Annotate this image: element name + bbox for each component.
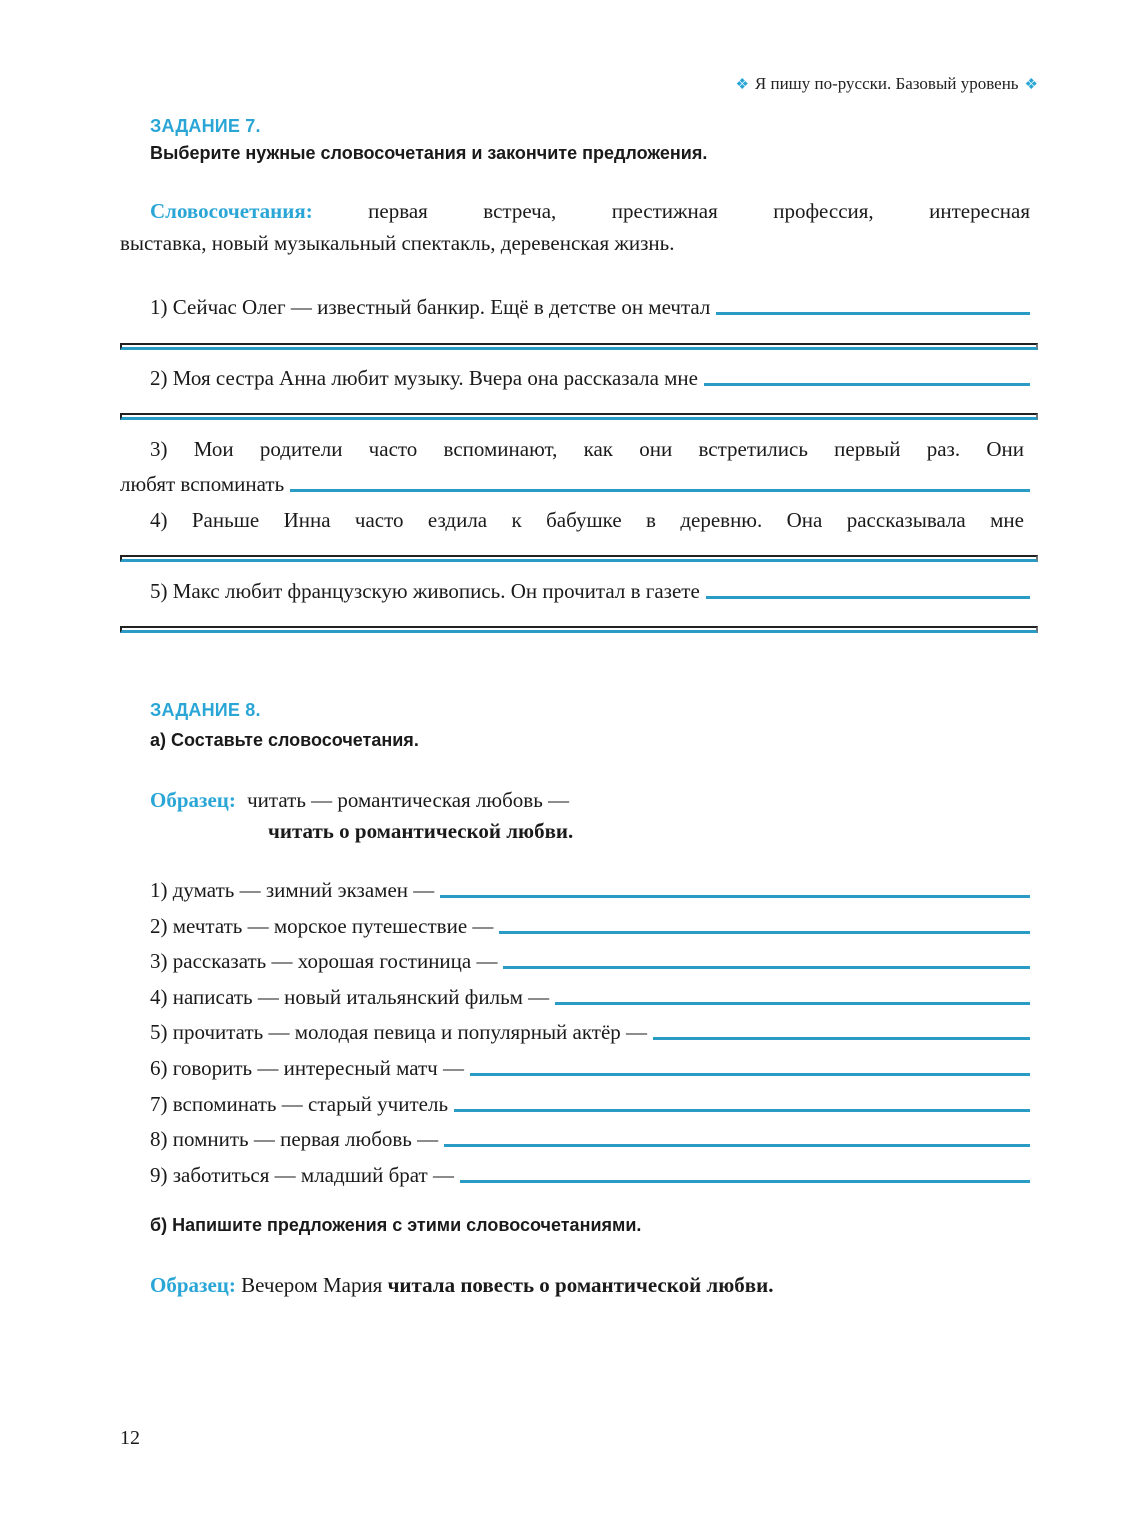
sample-label: Образец: (150, 1273, 236, 1297)
item-text: любят вспоминать (120, 472, 285, 496)
answer-line[interactable] (120, 555, 1038, 562)
item-text: 5) Макс любит французскую живопись. Он прочитал в газете (150, 579, 700, 603)
phrases-block (120, 195, 1030, 259)
item-text: 7) вспоминать — старый учитель (150, 1092, 449, 1116)
item-text: 2) мечтать — морское путешествие — (150, 914, 494, 938)
ornament-icon: ❖ (1024, 76, 1038, 93)
answer-blank[interactable] (706, 594, 1030, 599)
item-text: 9) заботиться — младший брат — (150, 1163, 454, 1187)
item-text: 1) Сейчас Олег — известный банкир. Ещё в детстве он мечтал (150, 295, 711, 319)
task-8-part-a-instruction: а) Составьте словосочетания. (150, 730, 419, 750)
task-7-item-4 (150, 503, 1030, 533)
sample-a-line-2: читать о романтической любви. (268, 819, 574, 843)
item-text: 6) говорить — интересный матч — (150, 1056, 464, 1080)
page-number: 12 (120, 1427, 140, 1449)
task-8-part-b-instruction: б) Напишите предложения с этими словосочетаниями. (150, 1215, 642, 1235)
sample-a (150, 785, 569, 815)
answer-blank[interactable] (470, 1071, 1030, 1076)
task-8-title: ЗАДАНИЕ 8. (150, 700, 261, 720)
item-text: 3) рассказать — хорошая гостиница — (150, 949, 498, 973)
running-header (735, 74, 1038, 94)
item-text: 4) написать — новый итальянский фильм — (150, 985, 550, 1009)
ornament-icon: ❖ (735, 76, 749, 93)
answer-blank[interactable] (653, 1035, 1030, 1040)
task-8-item-1 (150, 873, 1030, 903)
phrases-line-2: выставка, новый музыкальный спектакль, деревенская жизнь. (120, 231, 675, 255)
task-8-item-5 (150, 1015, 1030, 1045)
answer-line[interactable] (120, 413, 1038, 420)
sample-b-plain: Вечером Мария (241, 1273, 388, 1297)
task-8-item-8 (150, 1122, 1030, 1152)
answer-blank[interactable] (704, 381, 1030, 386)
sample-label: Образец: (150, 788, 236, 812)
task-8-item-2 (150, 909, 1030, 939)
book-title: Я пишу по-русски. Базовый уровень (754, 74, 1019, 93)
task-7-item-1 (150, 290, 1030, 320)
sample-b-bold: читала повесть о романтической любви. (387, 1273, 774, 1297)
answer-blank[interactable] (440, 893, 1030, 898)
phrases-line-1: первая встреча, престижная профессия, интересная (368, 199, 1030, 223)
phrases-label: Словосочетания: (150, 199, 313, 223)
item-text: 5) прочитать — молодая певица и популярный актёр — (150, 1020, 648, 1044)
item-text: 4) Раньше Инна часто ездила к бабушке в деревню. Она рассказывала мне (150, 508, 1024, 532)
item-text: 3) Мои родители часто вспоминают, как они встретились первый раз. Они (150, 437, 1024, 461)
answer-line[interactable] (120, 626, 1038, 633)
answer-blank[interactable] (499, 929, 1030, 934)
item-text: 2) Моя сестра Анна любит музыку. Вчера она рассказала мне (150, 366, 698, 390)
task-8-item-9 (150, 1158, 1030, 1188)
sample-a-line-1: читать — романтическая любовь — (247, 788, 570, 812)
answer-blank[interactable] (716, 310, 1030, 315)
task-7-item-5 (150, 574, 1030, 604)
task-8-item-7 (150, 1087, 1030, 1117)
task-7-title: ЗАДАНИЕ 7. (150, 116, 261, 136)
sample-b (150, 1270, 773, 1300)
item-text: 1) думать — зимний экзамен — (150, 878, 435, 902)
task-7-item-2 (150, 361, 1030, 391)
answer-blank[interactable] (444, 1142, 1030, 1147)
task-7-instruction: Выберите нужные словосочетания и закончите предложения. (150, 143, 708, 163)
answer-blank[interactable] (454, 1107, 1030, 1112)
task-7-item-3 (150, 432, 1030, 462)
task-8-item-3 (150, 944, 1030, 974)
sample-a-answer (268, 816, 573, 846)
answer-blank[interactable] (555, 1000, 1030, 1005)
task-8-item-4 (150, 980, 1030, 1010)
answer-blank[interactable] (290, 487, 1030, 492)
item-text: 8) помнить — первая любовь — (150, 1127, 439, 1151)
task-8-item-6 (150, 1051, 1030, 1081)
answer-blank[interactable] (503, 964, 1030, 969)
answer-line[interactable] (120, 343, 1038, 350)
task-7-item-3-continued (120, 467, 1030, 497)
answer-blank[interactable] (460, 1178, 1030, 1183)
